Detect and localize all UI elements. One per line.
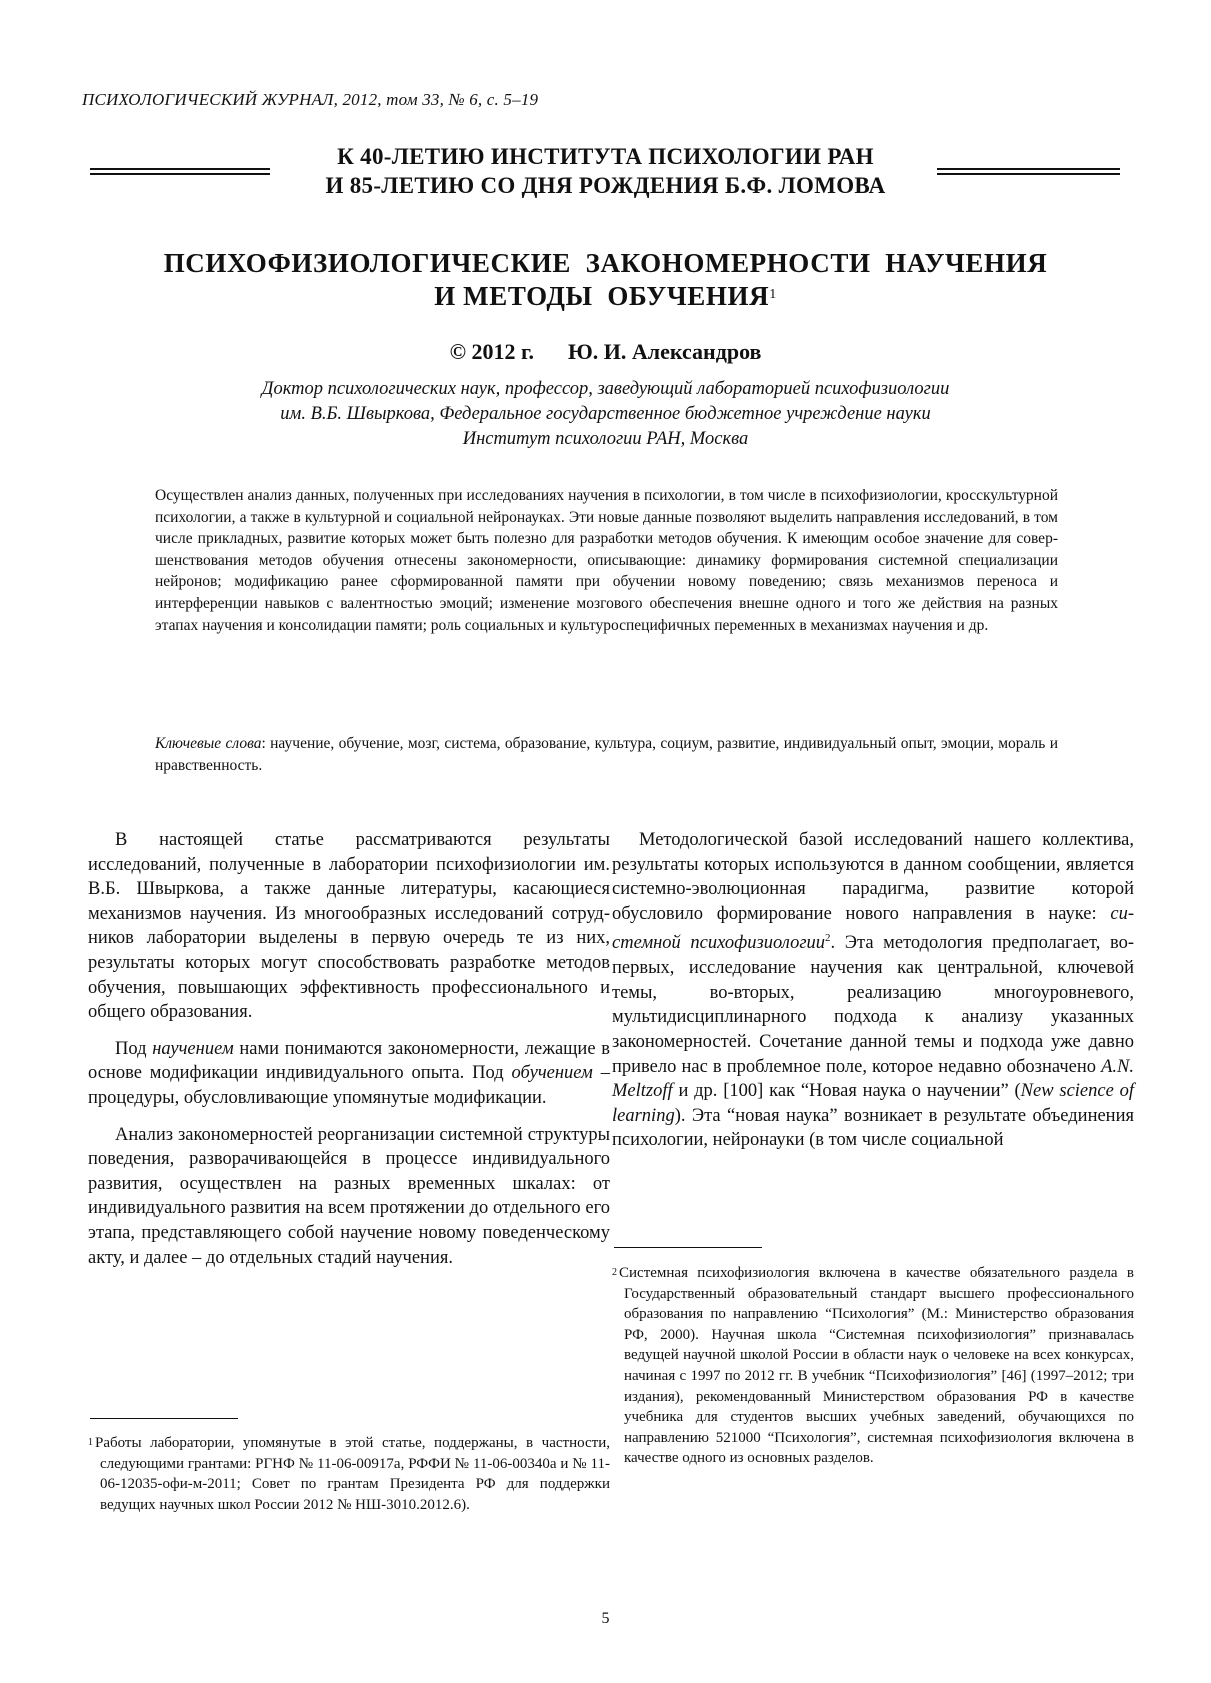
footnote-separator: [614, 1247, 762, 1248]
text-run: Методологической базой исследований нашего коллектива, результаты которых используются в данном сообщении, является системно-эволюционная парадигма, развитие которой обусловило формирование нового направления в науке:: [612, 830, 1134, 924]
paragraph: В настоящей статье рассматриваются результаты исследований, полученные в лаборатории психофизиологии им. В.Б. Швыркова, а также данные литературы, касающиеся механизмов научения. Из многообразных исследований сотрудников лаборатории выделены в первую очередь те из них, результаты которых могут способствовать разработке методов обучения, повышающих эффективность профессионального и общего образования.: [88, 830, 610, 1023]
english-term: New science of learning: [612, 1081, 1134, 1126]
title-line1: ПСИХОФИЗИОЛОГИЧЕСКИЕ ЗАКОНОМЕРНОСТИ НАУЧЕНИЯ: [163, 248, 1048, 278]
article-title: [0, 247, 1211, 313]
affiliation-line3: Институт психологии РАН, Москва: [462, 429, 749, 449]
footnote-text: Системная психофизиология включена в качестве обязательного раздела в Государственный образовательный стандарт высшего профессионального образования по направлению “Психология” (М.: Министерство образования РФ, 2000). Научная школа “Системная психофизиология” признавалась ведущей научной школой России в области наук о человеке на всех конкурсах, начиная с 1997 по 2012 гг. В учебник “Психофизиология” [46] (1997–2012; три издания), рекомендованный Министерством образования РФ в качестве учебника для студентов высших учебных заведений, обучающихся по направлению 521000 “Психология”, системная психофизиология включена в качестве одного из основных разделов.: [619, 1265, 1134, 1467]
copyright-year: © 2012 г.: [449, 339, 535, 364]
title-footnote-mark: 1: [769, 287, 777, 302]
paragraph: Анализ закономерностей реорганизации системной структуры поведения, разворачивающейся в процессе индивидуального развития, осуществлен на разных временных шкалах: от индивидуального развития на всем протяжении до отдельного его этапа, представляющего собой научение новому поведенческому акту, и далее – до отдельных стадий научения.: [88, 1124, 610, 1268]
author-citation: A.N. Meltzoff: [612, 1056, 1134, 1102]
author-name: Ю. И. Александров: [568, 339, 762, 364]
footnote-body: [88, 1433, 610, 1515]
text-run: нами понимаются закономерности, лежащие в основе модификации индивидуального опыта. Под: [88, 1038, 610, 1084]
footnote-ref[interactable]: 2: [825, 932, 831, 945]
text-run: ). Эта “новая наука” возникает в результате объединения психологии, нейронауки (в том числе социальной: [612, 1105, 1134, 1151]
text-run: и др. [100] как “Новая наука о научении” (: [672, 1081, 1021, 1102]
keywords-list: : научение, обучение, мозг, система, образование, культура, социум, развитие, индивидуальный опыт, эмоции, мораль и нравственность.: [155, 735, 1059, 774]
text-run: Под: [115, 1038, 153, 1059]
affiliation-line1: Доктор психологических наук, профессор, заведующий лабораторией психофизиологии: [261, 379, 950, 399]
emphasis-term: системной психофизиологии: [612, 903, 1134, 954]
emphasis-term: обучением: [511, 1063, 593, 1084]
text-run: – процедуры, обусловливающие упомянутые модификации.: [88, 1063, 610, 1108]
footnote-mark: 2: [612, 1267, 617, 1278]
body-column-right: [612, 828, 1134, 1165]
affiliation-line2: им. В.Б. Швыркова, Федеральное государственное бюджетное учреждение науки: [280, 404, 931, 424]
title-line2-text: И МЕТОДЫ ОБУЧЕНИЯ: [434, 281, 770, 311]
footnote-body: [612, 1263, 1134, 1469]
running-head: ПСИХОЛОГИЧЕСКИЙ ЖУРНАЛ, 2012, том 33, № 6, с. 5–19: [82, 90, 539, 109]
section-heading-line2: И 85-ЛЕТИЮ СО ДНЯ РОЖДЕНИЯ Б.Ф. ЛОМОВА: [325, 173, 886, 198]
byline: [0, 339, 1211, 365]
keywords: [155, 733, 1058, 776]
paragraph: [88, 1037, 610, 1111]
body-column-left: [88, 828, 610, 1282]
footnote-text: Работы лаборатории, упомянутые в этой статье, поддержаны, в частности, следующими грантами: РГНФ № 11-06-00917а, РФФИ № 11-06-00340а и № 11-06-12035-офи-м-2011; Совет по грантам Президента РФ для поддержки ведущих научных школ России 2012 № НШ-3010.2012.6).: [95, 1435, 610, 1513]
footnote-1: [88, 1433, 610, 1515]
author-affiliation: [0, 377, 1211, 452]
paragraph: [612, 828, 1134, 1153]
double-rule-right: [937, 168, 1120, 175]
footnote-mark: 1: [88, 1437, 93, 1448]
page-number: 5: [601, 1610, 610, 1627]
emphasis-term: научением: [152, 1038, 234, 1059]
abstract: Осуществлен анализ данных, полученных при исследованиях научения в психологии, в том числе в психофизиологии, кросскультурной психологии, а также в культурной и социальной нейронауках. Эти новые данные позволяют выделить направления исследований, в том числе прикладных, развитие которых может быть полезно для разработки методов обучения. К имеющим особое значение для совершенствования методов обучения отнесены закономерности, описывающие: динамику формирования системной специализации нейронов; модификацию ранее сформированной памяти при обучении новому поведению; связь механизмов переноса и интерференции навыков с валентностью эмоций; изменение мозгового обеспечения внешне одного и того же действия на разных этапах научения и консолидации памяти; роль социальных и культуроспецифичных переменных в механизмах научения и др.: [155, 487, 1058, 634]
footnote-2: [612, 1263, 1134, 1469]
text-run: . Эта методология предполагает, во-первых, исследование научения как центральной, ключевой темы, во-вторых, реализацию многоуровневого, мультидисциплинарного подхода к анализу указанных закономерностей. Сочетание данной темы и подхода уже давно привело нас в проблемное поле, которое недавно обозначено: [612, 933, 1134, 1077]
footnote-separator: [90, 1418, 238, 1419]
keywords-label: Ключевые слова: [155, 735, 262, 752]
section-heading-line1: К 40-ЛЕТИЮ ИНСТИТУТА ПСИХОЛОГИИ РАН: [337, 144, 874, 169]
title-line2: [0, 280, 1211, 313]
